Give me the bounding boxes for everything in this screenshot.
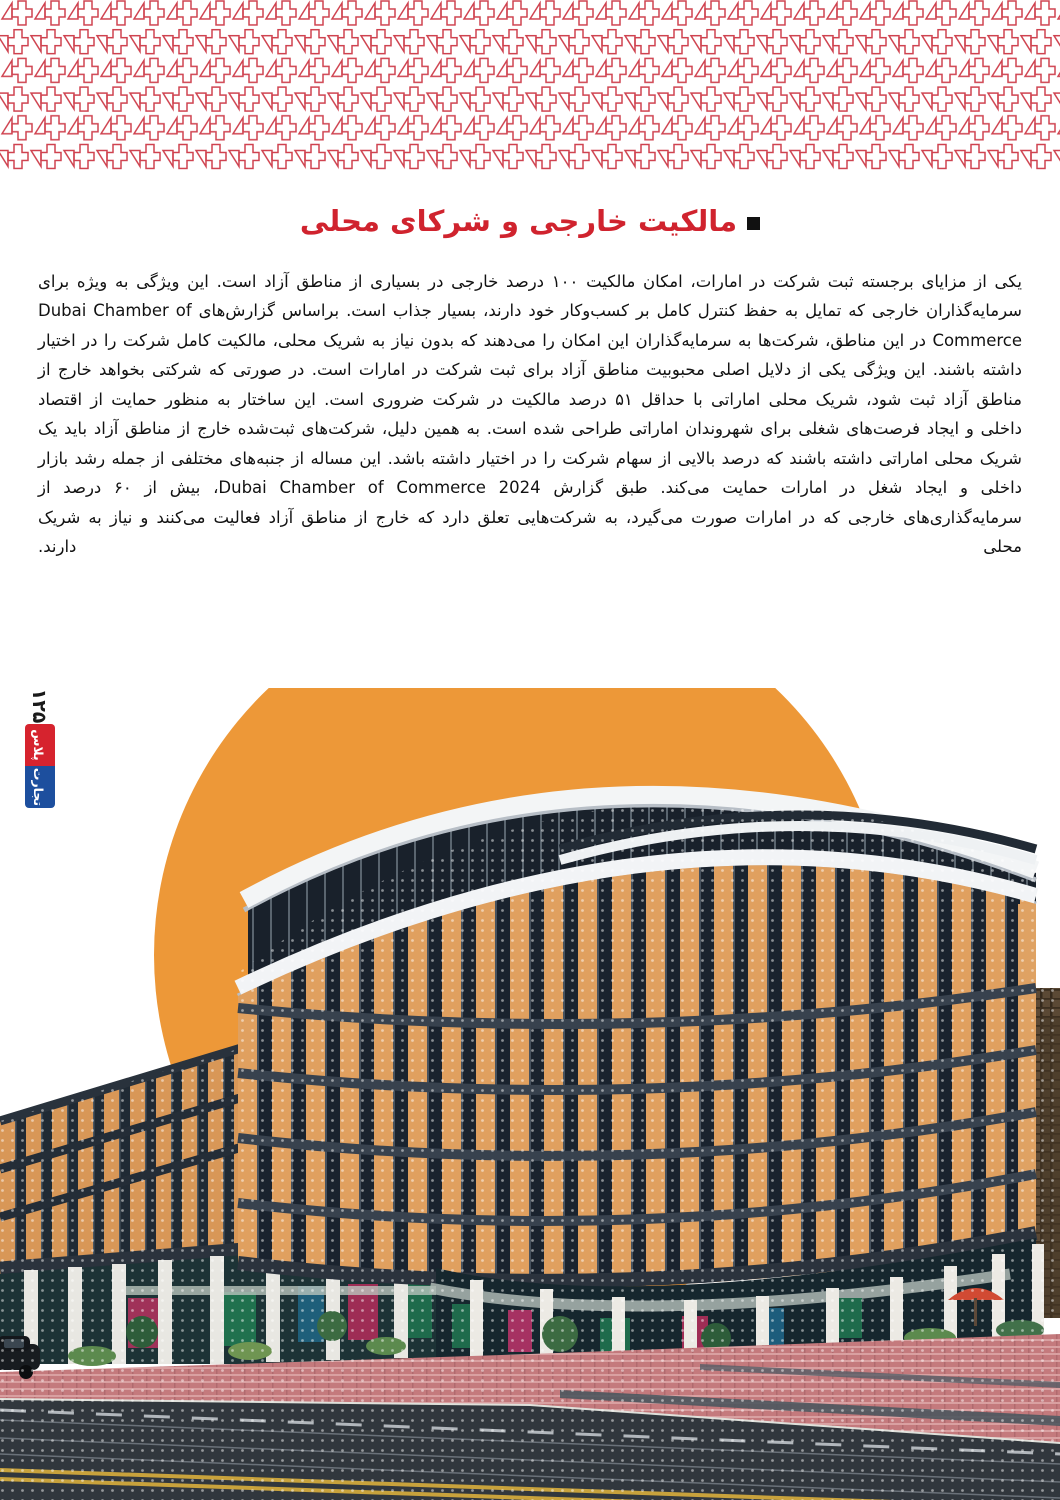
square-bullet-icon xyxy=(747,217,760,230)
article-body-paragraph: یکی از مزایای برجسته ثبت شرکت در امارات، امکان مالکیت ۱۰۰ درصد خارجی در بسیاری از مناطق آزاد است. این ویژگی به ویژه برای سرمایه‌گذاران خارجی که تمایل به حفظ کنترل کامل بر کسب‌وکار خود دارند، بسیار جذاب است. براساس گزارش‌های Dubai Chamber of Commerce در این مناطق، شرکت‌ها به سرمایه‌گذاران این امکان را می‌دهند که بدون نیاز به شریک محلی، مالکیت کامل شرکت را در اختیار داشته باشند. این ویژگی یکی از دلایل اصلی محبوبیت مناطق آزاد برای ثبت شرکت در امارات است. در صورتی که شرکتی بخواهد خارج از مناطق آزاد ثبت شود، شریک محلی اماراتی با حداقل ۵۱ درصد مالکیت در شرکت ضروری است. این ساختار به منظور حمایت از اقتصاد داخلی و ایجاد فرصت‌های شغلی برای شهروندان اماراتی طراحی شده است. به همین دلیل، شرکت‌های ثبت‌شده خارج از مناطق آزاد باید یک شریک محلی اماراتی داشته باشند که درصد بالایی از سهام شرکت را در اختیار داشته باشد. این مساله از جنبه‌های مختلفی از جمله رشد بازار داخلی و ایجاد شغل در امارات حمایت می‌کند. طبق گزارش Dubai Chamber of Commerce 2024، بیش از ۶۰ درصد از سرمایه‌گذاری‌های خارجی که در امارات صورت می‌گیرد، به شرکت‌هایی تعلق دارد که خارج از مناطق آزاد فعالیت می‌کنند و نیاز به شریک محلی دارند. xyxy=(38,271,1022,556)
section-heading: مالکیت خارجی و شرکای محلی xyxy=(299,204,738,238)
magazine-logo-name: تجارت xyxy=(25,766,55,808)
decorative-motif-pattern xyxy=(0,0,1060,172)
page-number: ۱۲۵ xyxy=(28,688,50,724)
building-illustration xyxy=(0,688,1060,1500)
section-heading-row xyxy=(0,204,1060,239)
magazine-logo-suffix: پلاس xyxy=(25,724,55,766)
